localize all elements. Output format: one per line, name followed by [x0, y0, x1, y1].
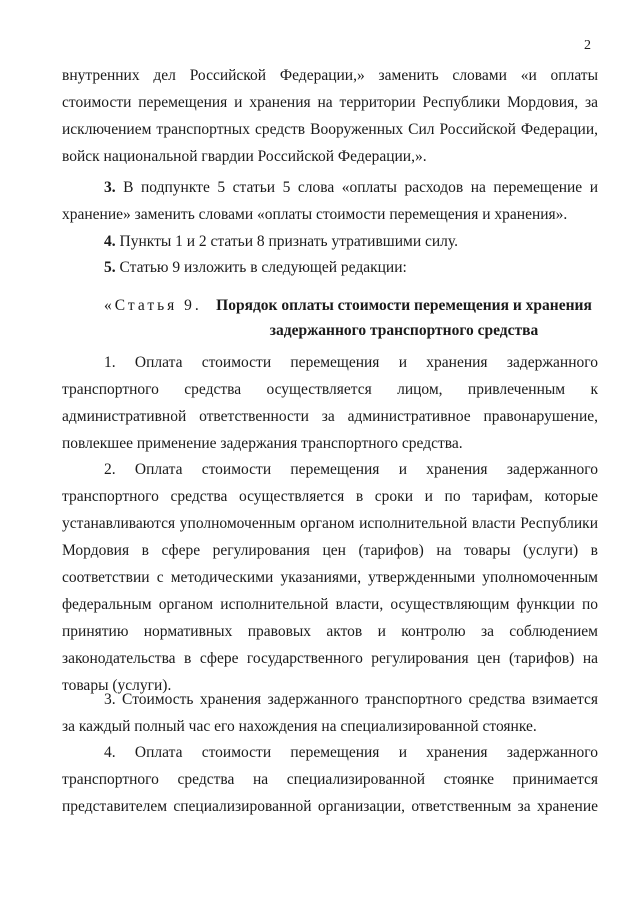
text-line: 3. Стоимость хранения задержанного транспортного средства взимается: [104, 691, 598, 708]
text-line: хранение» заменить словами «оплаты стоимости перемещения и хранения».: [62, 206, 568, 223]
text-line: внутренних дел Российской Федерации,» заменить словами «и оплаты: [62, 67, 598, 84]
item-number: 5.: [104, 259, 116, 276]
text-line: федеральным органом исполнительной власти, осуществляющим функции по: [62, 596, 598, 613]
text-line: административной ответственности за административное правонарушение,: [62, 408, 598, 425]
amendment-item-4: [62, 228, 598, 255]
clause-3: [62, 686, 598, 740]
text-line: войск национальной гвардии Российской Федерации,».: [62, 148, 427, 165]
item-number: 3.: [104, 179, 116, 196]
item-text: Пункты 1 и 2 статьи 8 признать утратившими силу.: [119, 233, 458, 250]
text-line: транспортного средства осуществляется лицом, привлеченным к: [62, 381, 598, 398]
amendment-item-5: [62, 254, 598, 281]
text-line: [62, 228, 598, 255]
article-title: [208, 293, 600, 343]
text-line: стоимости перемещения и хранения на территории Республики Мордовия, за: [62, 94, 598, 111]
text-line: законодательства в сфере государственного регулирования цен (тарифов) на: [62, 650, 598, 667]
text-line: повлекшее применение задержания транспортного средства.: [62, 435, 463, 452]
clause-1: [62, 349, 598, 457]
clause-4: [62, 739, 598, 820]
text-line: [62, 254, 598, 281]
item-number: 4.: [104, 233, 116, 250]
text-line: устанавливаются уполномоченным органом исполнительной власти Республики: [62, 515, 598, 532]
text-line: транспортного средства осуществляется в сроки и по тарифам, которые: [62, 488, 598, 505]
text-line: транспортного средства на специализированной стоянке принимается: [62, 771, 598, 788]
text-line: [62, 174, 598, 201]
paragraph-continuation: [62, 62, 598, 170]
text-line: представителем специализированной организации, ответственным за хранение: [62, 798, 598, 815]
amendment-item-3: [62, 174, 598, 228]
text-line: 1. Оплата стоимости перемещения и хранения задержанного: [104, 354, 598, 371]
page-number: 2: [584, 38, 591, 53]
text-line: товары (услуги).: [62, 677, 172, 694]
item-text: В подпункте 5 статьи 5 слова «оплаты расходов на перемещение и: [123, 179, 599, 196]
article-title-line: задержанного транспортного средства: [269, 322, 539, 339]
text-line: Мордовия в сфере регулирования цен (тарифов) на товары (услуги) в: [62, 542, 598, 559]
clause-2: [62, 456, 598, 699]
article-title-line: Порядок оплаты стоимости перемещения и хранения: [216, 297, 592, 314]
text-line: 4. Оплата стоимости перемещения и хранения задержанного: [104, 744, 598, 761]
text-line: соответствии с методическими указаниями, утвержденными уполномоченным: [62, 569, 598, 586]
item-text: Статью 9 изложить в следующей редакции:: [119, 259, 407, 276]
text-line: 2. Оплата стоимости перемещения и хранения задержанного: [104, 461, 598, 478]
text-line: принятию нормативных правовых актов и контролю за соблюдением: [62, 623, 598, 640]
text-line: за каждый полный час его нахождения на специализированной стоянке.: [62, 718, 537, 735]
text-line: исключением транспортных средств Вооруженных Сил Российской Федерации,: [62, 121, 598, 138]
article-label: «Статья 9.: [104, 297, 202, 314]
